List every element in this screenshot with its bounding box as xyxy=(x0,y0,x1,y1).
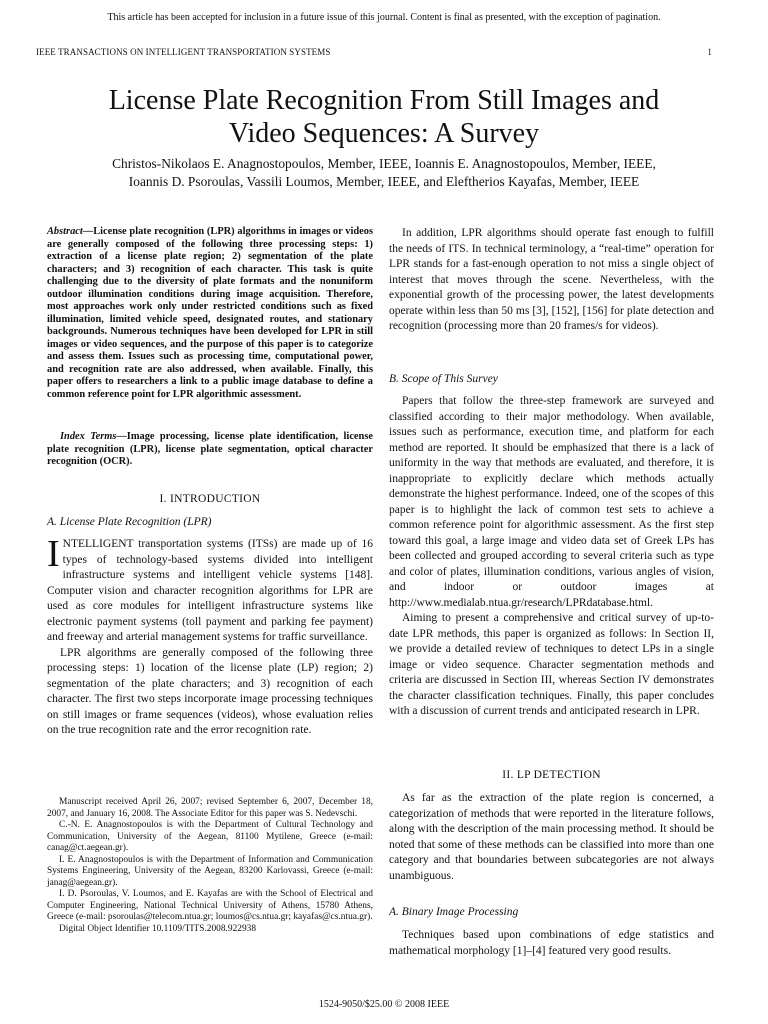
footnote-author-1: C.-N. E. Anagnostopoulos is with the Department of Cultural Technology and Communication, University of the Aegean, 81100 Mytilene, Greece (e-mail: canag@ct.aegean.gr). xyxy=(47,820,373,853)
footnotes xyxy=(47,797,373,935)
footnote-authors-3-5: I. D. Psoroulas, V. Loumos, and E. Kayafas are with the School of Electrical and Computer Engineering, National Technical University of Athens, 15780 Athens, Greece (e-mail: psoroulas@telecom.ntua.gr; loumos@cs.ntua.gr; kayafas@cs.ntua.gr). xyxy=(47,889,373,922)
section-heading-lp-detection xyxy=(389,768,714,784)
drop-cap: I xyxy=(47,533,60,575)
lp-detection-body xyxy=(389,791,714,884)
intro-paragraph-2: LPR algorithms are generally composed of the following three processing steps: 1) location of the license plate (LP) region; 2) segmentation of the plate characters; and 3) recognition of each character. The first two steps incorporate image processing techniques on still images or frame sequences (videos), whose evaluation relies on the true recognition rate and the error recognition rate. xyxy=(47,646,373,736)
subsection-heading-scope: B. Scope of This Survey xyxy=(389,373,498,385)
index-terms xyxy=(47,431,373,469)
binary-body xyxy=(389,928,714,959)
abstract xyxy=(47,226,373,401)
introduction-body xyxy=(47,533,373,739)
section-title: INTRODUCTION xyxy=(170,493,261,505)
index-terms-label: Index Terms— xyxy=(60,431,127,442)
footnote-author-2: I. E. Anagnostopoulos is with the Department of Information and Communication Systems Engineering, University of the Aegean, 83200 Karlovassi, Greece (e-mail: janag@aegean.gr). xyxy=(47,854,373,888)
section-heading-introduction xyxy=(47,492,373,508)
index-terms-text: Image processing, license plate identification, license plate recognition (LPR), license plate segmentation, optical character recognition (OCR). xyxy=(47,431,373,467)
scope-body xyxy=(389,394,714,720)
intro-paragraph-1-text: NTELLIGENT transportation systems (ITSs) are made up of 16 types of technology-based systems divided into intelligent infrastructure systems and intelligent vehicle systems [148]. Computer vision and character recognition algorithms for LPR are used as core modules for intelligent infrastructure systems like electronic payment systems (toll payment and parking fee payment) and freeway and arterial management systems for traffic surveillance. xyxy=(47,538,373,643)
journal-name: IEEE TRANSACTIONS ON INTELLIGENT TRANSPORTATION SYSTEMS xyxy=(36,47,331,57)
paragraph-binary: Techniques based upon combinations of edge statistics and mathematical morphology [1]–[4] featured very good results. xyxy=(389,929,714,957)
subsection-heading-binary: A. Binary Image Processing xyxy=(389,906,519,918)
copyright-line: 1524-9050/$25.00 © 2008 IEEE xyxy=(318,999,450,1010)
authors-line-2: Ioannis D. Psoroulas, Vassili Loumos, Member, IEEE, and Eleftherios Kayafas, Member, IEEE xyxy=(128,174,640,189)
footnote-doi: Digital Object Identifier 10.1109/TITS.2008.922938 xyxy=(59,923,257,934)
abstract-text: License plate recognition (LPR) algorithms in images or videos are generally composed of the following three processing steps: 1) extraction of a license plate region; 2) segmentation of the plate characters; and 3) recognition of each character. This task is quite challenging due to the diversity of plate formats and the nonuniform outdoor illumination conditions during image acquisition. Therefore, most approaches work only under restricted conditions such as fixed illumination, limited vehicle speed, designated routes, and stationary backgrounds. Numerous techniques have been developed for LPR in still images or video sequences, and the purpose of this paper is to categorize and assess them. Issues such as processing time, computational power, and recognition rate are also addressed, when available. Finally, this paper offers to researchers a link to a public image database to define a common reference point for LPR algorithmic assessment. xyxy=(47,226,373,400)
section-title: LP DETECTION xyxy=(516,769,601,781)
section-number: II. xyxy=(502,769,514,781)
section-number: I. xyxy=(159,493,167,505)
footnote-manuscript: Manuscript received April 26, 2007; revised September 6, 2007, December 18, 2007, and January 16, 2008. The Associate Editor for this paper was S. Nedevschi. xyxy=(47,797,373,819)
paragraph-scope: Papers that follow the three-step framework are surveyed and classified according to their major methodology. When available, issues such as performance, execution time, and platform for each method are reported. It should be emphasized that there is a lack of uniformity in the way that methods are evaluated, and therefore, it is inappropriate to explicitly declare which methods actually demonstrate the highest performance. Indeed, one of the scopes of this paper is to highlight the lack of common test sets to achieve a common reference point for algorithmic assessment. As the first step toward this goal, a large image and video data set of Greek LPs has been collected and grouped according to several criteria such as type and color of plates, illumination conditions, various angles of vision, and indoor or outdoor images at http://www.medialab.ntua.gr/research/LPRdatabase.html. xyxy=(389,395,714,609)
subsection-heading-lpr: A. License Plate Recognition (LPR) xyxy=(47,516,212,528)
paragraph-realtime: In addition, LPR algorithms should operate fast enough to fulfill the needs of ITS. In technical terminology, a “real-time” operation for LPR stands for a fast-enough operation to not miss a single object of interest that moves through the scene. Nevertheless, with the exponential growth of the processing power, the latest developments operate within less than 50 ms [3], [152], [156] for plate detection and recognition (processing more than 20 frames/s for videos). xyxy=(389,227,714,332)
right-column-intro xyxy=(389,226,714,335)
paragraph-organization: Aiming to present a comprehensive and critical survey of up-to-date LPR methods, this paper is organized as follows: In Section II, we provide a detailed review of techniques to detect LPs in a single image or video sequence. Character segmentation methods and criteria are discussed in Section III, whereas Section IV demonstrates the character classification techniques. Finally, this paper concludes with a discussion of current trends and anticipated research in LPR. xyxy=(389,612,714,717)
authors-line-1: Christos-Nikolaos E. Anagnostopoulos, Member, IEEE, Ioannis E. Anagnostopoulos, Member, IEEE, xyxy=(112,156,656,171)
title-line-1: License Plate Recognition From Still Images and xyxy=(108,85,660,116)
running-header xyxy=(36,47,712,57)
page-number: 1 xyxy=(707,47,712,57)
author-list xyxy=(40,155,728,191)
paragraph-categorization: As far as the extraction of the plate region is concerned, a categorization of methods that were reported in the literature follows, along with the description of the main processing method. It should be noted that some of these methods can be classified into more than one category and that boundaries between subcategories are not always unambiguous. xyxy=(389,792,714,882)
acceptance-notice: This article has been accepted for inclusion in a future issue of this journal. Content is final as presented, with the exception of pagination. xyxy=(107,12,661,23)
paper-title xyxy=(40,84,728,150)
title-line-2: Video Sequences: A Survey xyxy=(228,118,540,149)
abstract-label: Abstract— xyxy=(47,226,94,237)
intro-paragraph-1 xyxy=(47,533,373,646)
